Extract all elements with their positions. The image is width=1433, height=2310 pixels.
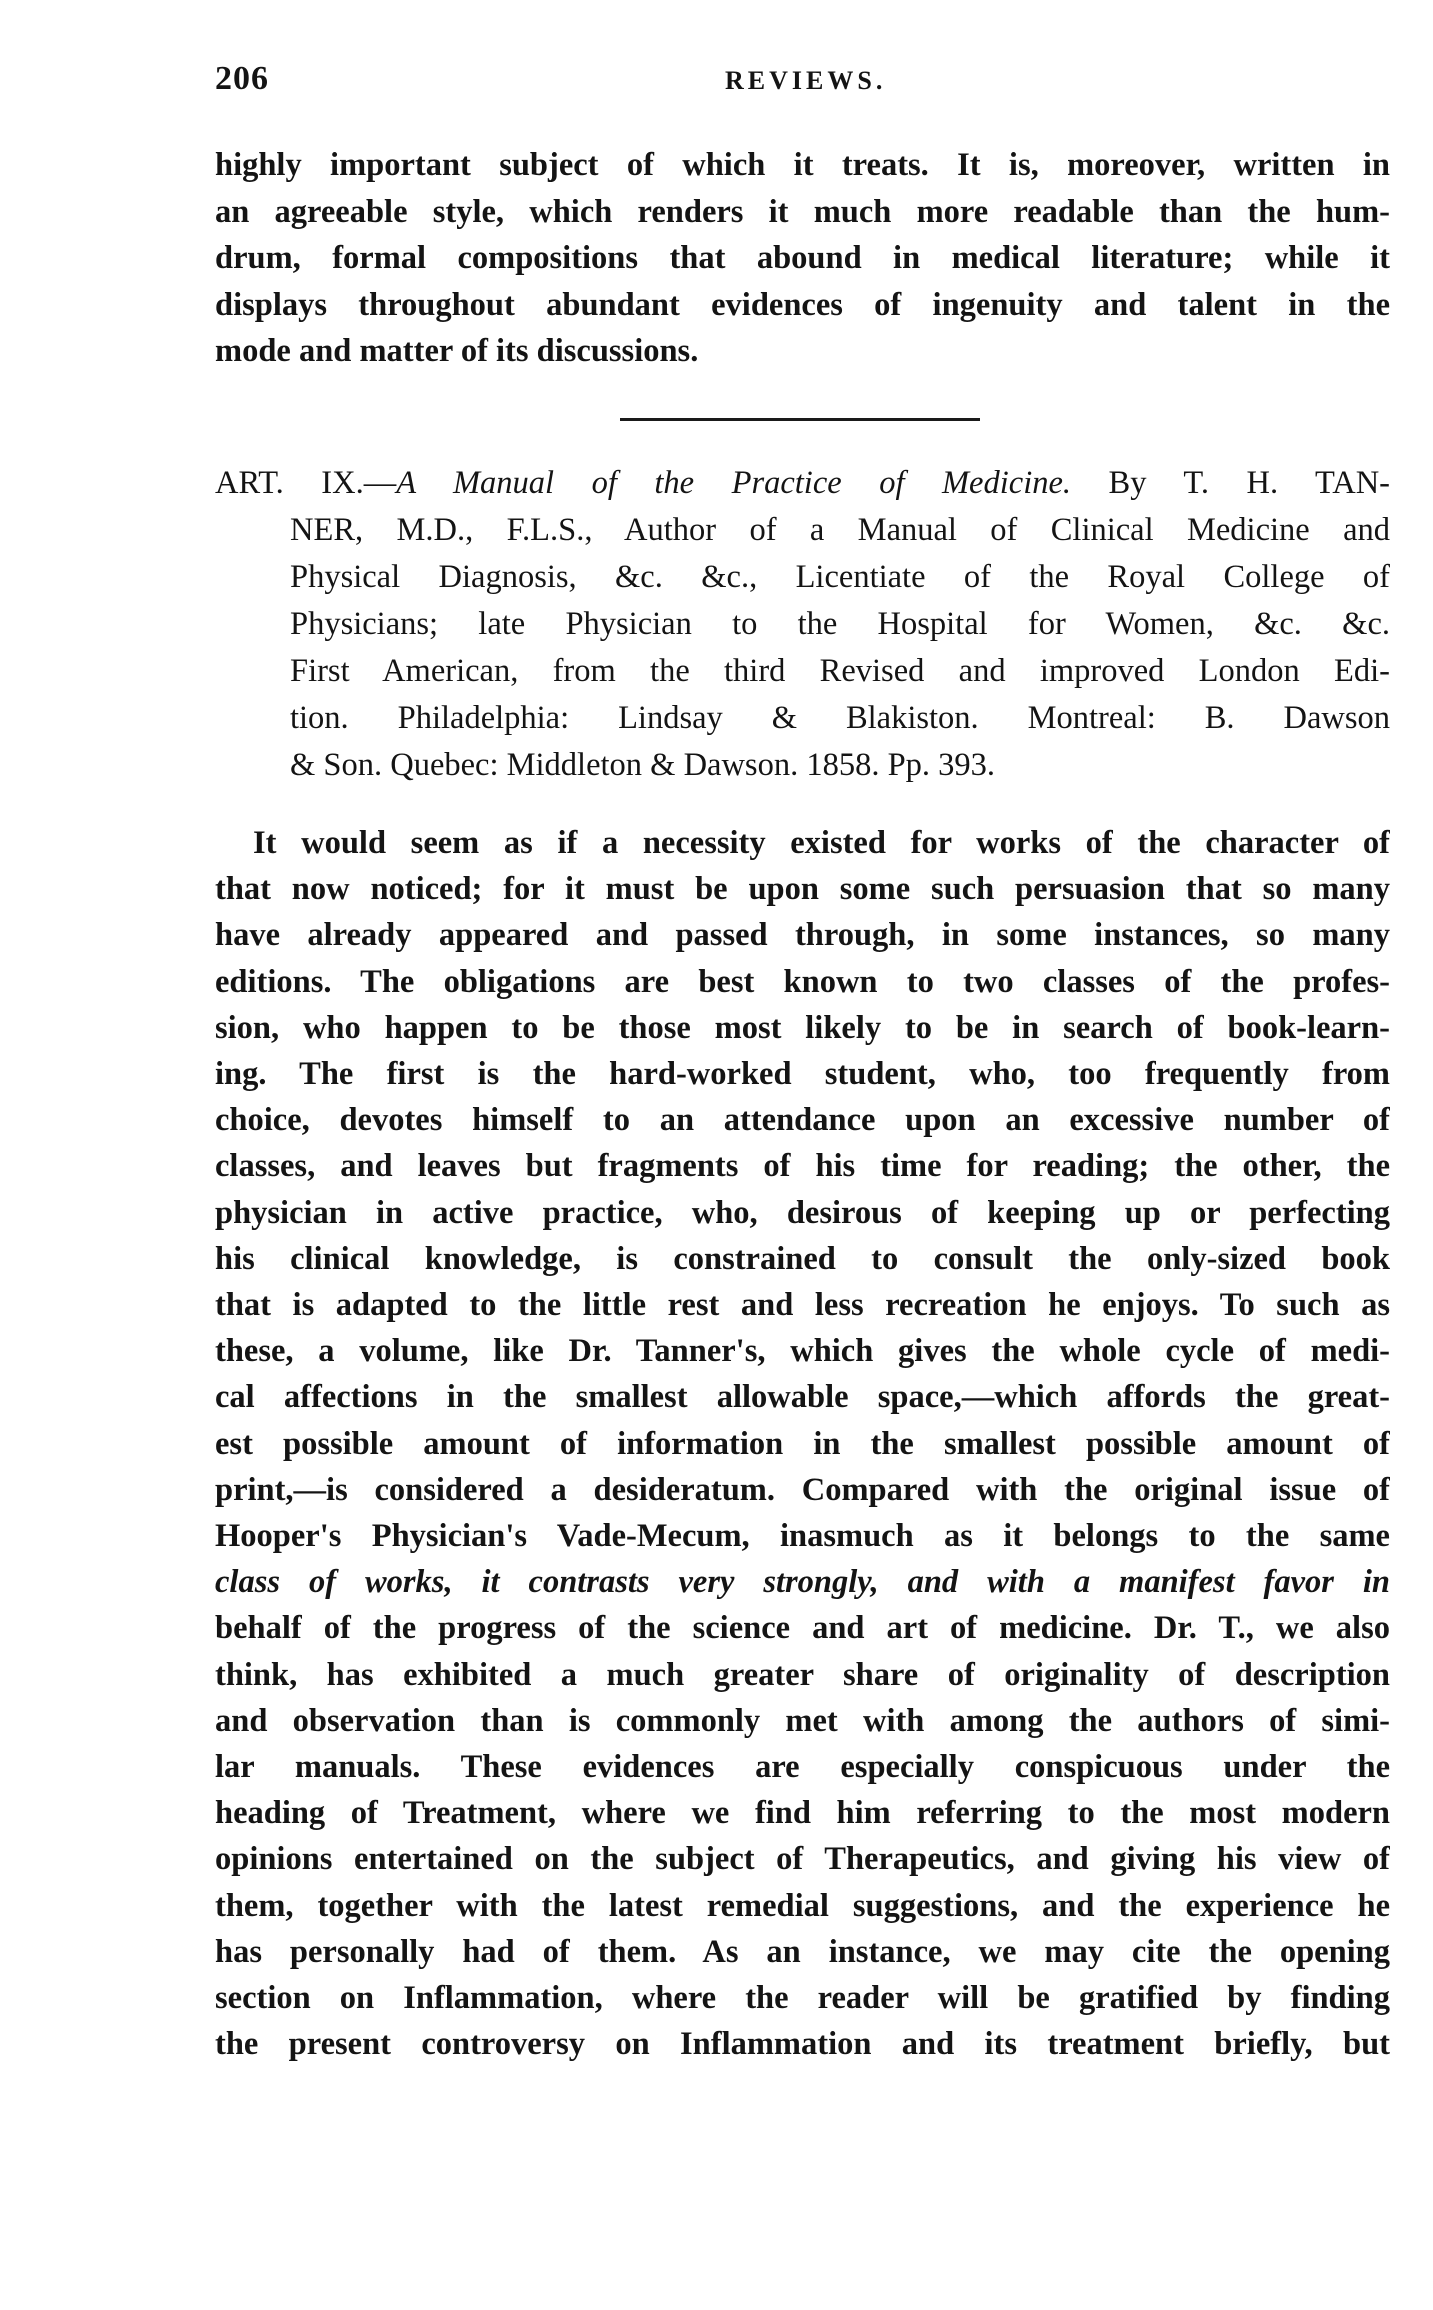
- article-title: A Manual of the Practice of Medicine.: [396, 465, 1072, 501]
- text-line: displays throughout abundant evidences of ingenuity and talent in the: [215, 286, 1390, 323]
- text-line: ing. The first is the hard-worked student, who, too frequently from: [215, 1056, 1390, 1093]
- citation-line: tion. Philadelphia: Lindsay & Blakiston. Montreal: B. Dawson: [290, 700, 1390, 736]
- text-line: them, together with the latest remedial suggestions, and the experience he: [215, 1887, 1390, 1924]
- text-line: drum, formal compositions that abound in medical literature; while it: [215, 240, 1390, 276]
- citation-line: Physicians; late Physician to the Hospital for Women, &c. &c.: [290, 606, 1390, 642]
- text-line: highly important subject of which it treats. It is, moreover, written in: [215, 147, 1390, 183]
- text-line: It would seem as if a necessity existed for works of the character of: [253, 825, 1390, 861]
- review-body-paragraph: [215, 820, 1390, 2067]
- intro-paragraph: [215, 142, 1390, 375]
- text-line: an agreeable style, which renders it much more readable than the hum-: [215, 193, 1390, 230]
- text-line: print,—is considered a desideratum. Compared with the original issue of: [215, 1471, 1390, 1508]
- citation-line: & Son. Quebec: Middleton & Dawson. 1858. Pp. 393.: [290, 747, 996, 783]
- text-line: heading of Treatment, where we find him referring to the most modern: [215, 1795, 1390, 1832]
- section-divider: [620, 418, 980, 421]
- text-line: have already appeared and passed through, in some instances, so many: [215, 917, 1390, 954]
- text-line: cal affections in the smallest allowable space,—which affords the great-: [215, 1379, 1390, 1416]
- citation-line: Physical Diagnosis, &c. &c., Licentiate of the Royal College of: [290, 559, 1390, 595]
- text-line: has personally had of them. As an instance, we may cite the opening: [215, 1933, 1390, 1970]
- text-line: est possible amount of information in the smallest possible amount of: [215, 1425, 1390, 1462]
- text-line: Hooper's Physician's Vade-Mecum, inasmuch as it belongs to the same: [215, 1518, 1390, 1555]
- text-line: opinions entertained on the subject of Therapeutics, and giving his view of: [215, 1841, 1390, 1878]
- text-line: mode and matter of its discussions.: [215, 333, 699, 369]
- article-heading-prefix: ART. IX.—: [215, 465, 397, 501]
- text-line: lar manuals. These evidences are especially conspicuous under the: [215, 1749, 1390, 1786]
- text-line: and observation than is commonly met with among the authors of simi-: [215, 1702, 1390, 1739]
- running-head: REVIEWS.: [725, 66, 887, 95]
- text-line: behalf of the progress of the science and art of medicine. Dr. T., we also: [215, 1610, 1390, 1647]
- text-line: class of works, it contrasts very strongly, and with a manifest favor in: [215, 1564, 1390, 1601]
- page-header: [215, 60, 1390, 110]
- page-number: 206: [215, 60, 269, 97]
- text-line: editions. The obligations are best known to two classes of the profes-: [215, 963, 1390, 1000]
- text-line: these, a volume, like Dr. Tanner's, which gives the whole cycle of medi-: [215, 1333, 1390, 1370]
- text-line: that now noticed; for it must be upon some such persuasion that so many: [215, 871, 1390, 908]
- citation-line: First American, from the third Revised and improved London Edi-: [290, 653, 1390, 689]
- citation-author-start: By T. H. TAN-: [1071, 465, 1390, 501]
- text-line: his clinical knowledge, is constrained to consult the only-sized book: [215, 1240, 1390, 1277]
- text-line: physician in active practice, who, desirous of keeping up or perfecting: [215, 1194, 1390, 1231]
- citation-line: NER, M.D., F.L.S., Author of a Manual of Clinical Medicine and: [290, 512, 1390, 548]
- article-citation: [215, 460, 1390, 789]
- text-line: choice, devotes himself to an attendance upon an excessive number of: [215, 1102, 1390, 1139]
- text-line: section on Inflammation, where the reader will be gratified by finding: [215, 1980, 1390, 2017]
- text-line: sion, who happen to be those most likely to be in search of book-learn-: [215, 1009, 1390, 1046]
- citation-line: [215, 460, 1390, 507]
- text-line: classes, and leaves but fragments of his time for reading; the other, the: [215, 1148, 1390, 1185]
- text-line: think, has exhibited a much greater share of originality of description: [215, 1656, 1390, 1693]
- text-line: that is adapted to the little rest and less recreation he enjoys. To such as: [215, 1287, 1390, 1324]
- text-line: the present controversy on Inflammation and its treatment briefly, but: [215, 2026, 1390, 2063]
